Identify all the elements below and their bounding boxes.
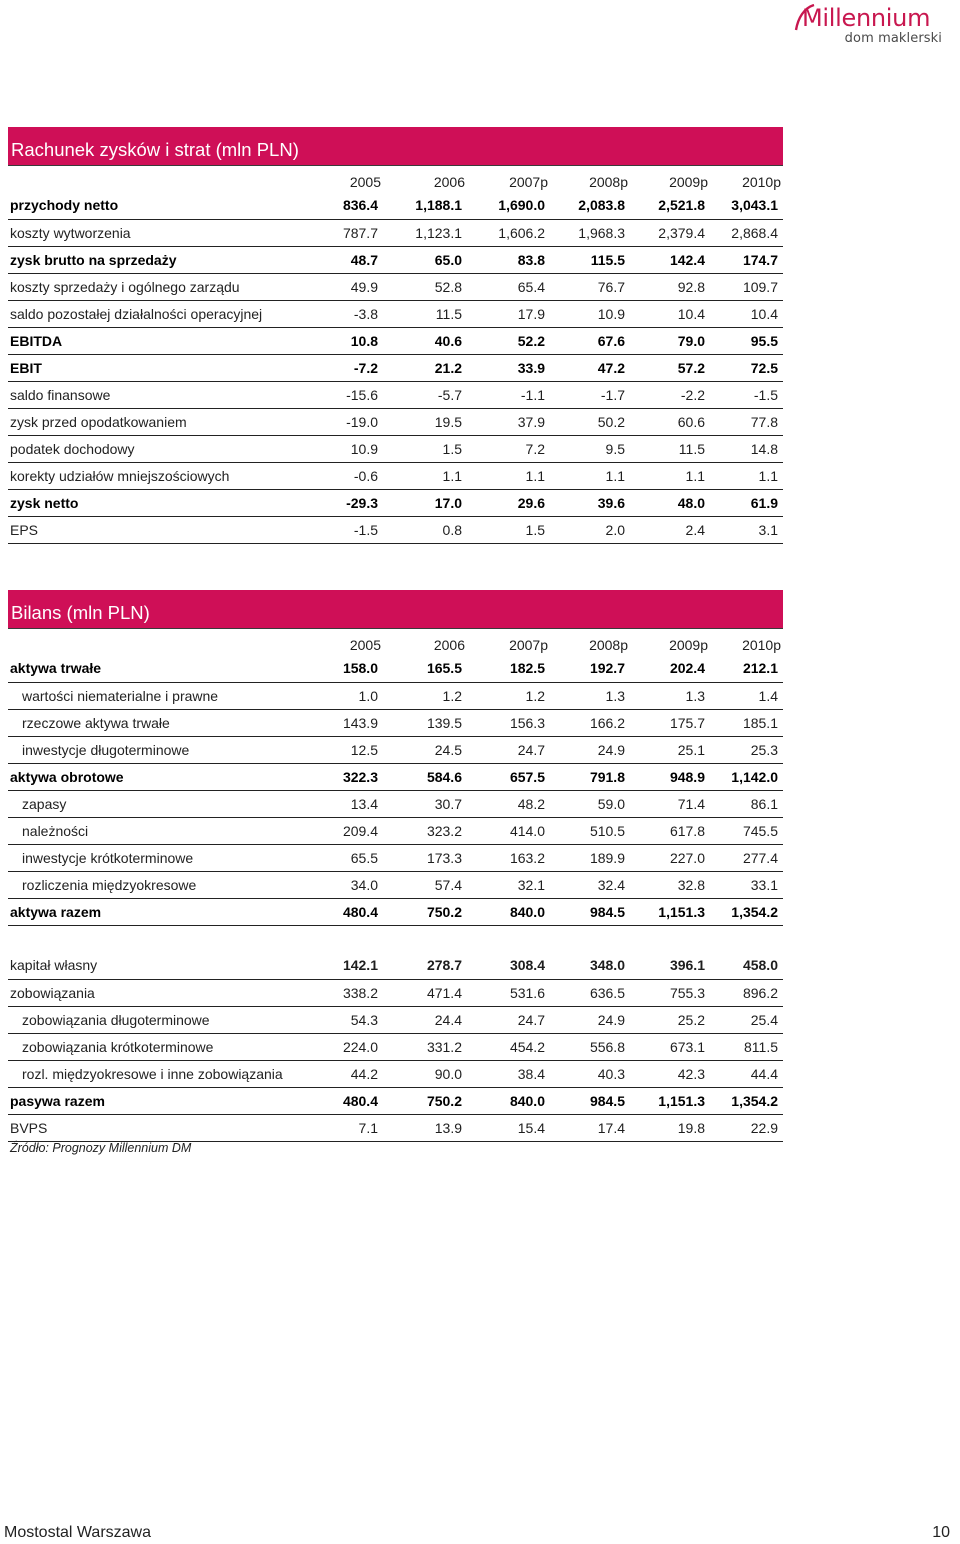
footer-page-number: 10 bbox=[932, 1524, 950, 1541]
row-value: 25.2 bbox=[630, 1006, 710, 1033]
table-row bbox=[8, 408, 783, 435]
row-label: saldo finansowe bbox=[8, 381, 304, 408]
row-value: -5.7 bbox=[383, 381, 467, 408]
row-value: 24.9 bbox=[550, 736, 630, 763]
row-value: 1.3 bbox=[550, 682, 630, 709]
row-value: 13.9 bbox=[383, 1114, 467, 1141]
row-value: 95.5 bbox=[710, 327, 783, 354]
row-value: 49.9 bbox=[304, 273, 383, 300]
row-value: 32.4 bbox=[550, 871, 630, 898]
row-value: 24.7 bbox=[467, 1006, 550, 1033]
row-value: 48.7 bbox=[304, 246, 383, 273]
row-value: 48.2 bbox=[467, 790, 550, 817]
year-header: 2010p bbox=[742, 637, 781, 653]
row-value: 3,043.1 bbox=[710, 192, 783, 219]
row-value: 480.4 bbox=[304, 1087, 383, 1114]
row-value: 67.6 bbox=[550, 327, 630, 354]
row-value: 174.7 bbox=[710, 246, 783, 273]
row-label: zysk przed opodatkowaniem bbox=[8, 408, 304, 435]
table-row bbox=[8, 817, 783, 844]
table-row bbox=[8, 219, 783, 246]
row-value: 40.6 bbox=[383, 327, 467, 354]
row-label: zysk brutto na sprzedaży bbox=[8, 246, 304, 273]
balance-sheet-section bbox=[8, 590, 783, 1142]
row-value: 745.5 bbox=[710, 817, 783, 844]
row-value: 308.4 bbox=[467, 952, 550, 979]
row-value: 165.5 bbox=[383, 655, 467, 682]
row-value: 1.2 bbox=[467, 682, 550, 709]
table-row bbox=[8, 489, 783, 516]
row-label: rozliczenia międzyokresowe bbox=[8, 871, 304, 898]
row-value: 278.7 bbox=[383, 952, 467, 979]
row-value: 34.0 bbox=[304, 871, 383, 898]
source-note: Źródło: Prognozy Millennium DM bbox=[10, 1141, 192, 1155]
row-value: 109.7 bbox=[710, 273, 783, 300]
table-row bbox=[8, 709, 783, 736]
table-row bbox=[8, 736, 783, 763]
row-label: kapitał własny bbox=[8, 952, 304, 979]
row-label: aktywa trwałe bbox=[8, 655, 304, 682]
row-value: 175.7 bbox=[630, 709, 710, 736]
row-value: 0.8 bbox=[383, 516, 467, 543]
income-statement-title: Rachunek zysków i strat (mln PLN) bbox=[8, 127, 783, 166]
label-header bbox=[8, 629, 304, 655]
row-value: 163.2 bbox=[467, 844, 550, 871]
row-value: 984.5 bbox=[550, 1087, 630, 1114]
row-value: 657.5 bbox=[467, 763, 550, 790]
row-value: -1.5 bbox=[304, 516, 383, 543]
row-value: 12.5 bbox=[304, 736, 383, 763]
table-row bbox=[8, 763, 783, 790]
row-value: 414.0 bbox=[467, 817, 550, 844]
row-value: 1,188.1 bbox=[383, 192, 467, 219]
year-header: 2010p bbox=[742, 174, 781, 190]
row-value: 54.3 bbox=[304, 1006, 383, 1033]
row-value: 2,379.4 bbox=[630, 219, 710, 246]
row-label: pasywa razem bbox=[8, 1087, 304, 1114]
spacer-row bbox=[8, 925, 783, 952]
row-value: 1.3 bbox=[630, 682, 710, 709]
row-value: 13.4 bbox=[304, 790, 383, 817]
row-value: 83.8 bbox=[467, 246, 550, 273]
row-value: 47.2 bbox=[550, 354, 630, 381]
row-label: aktywa obrotowe bbox=[8, 763, 304, 790]
row-value: 90.0 bbox=[383, 1060, 467, 1087]
row-label: EBITDA bbox=[8, 327, 304, 354]
year-header: 2007p bbox=[509, 174, 548, 190]
row-value: 811.5 bbox=[710, 1033, 783, 1060]
footer-company: Mostostal Warszawa bbox=[4, 1524, 151, 1541]
row-value: 1.0 bbox=[304, 682, 383, 709]
table-row bbox=[8, 192, 783, 219]
row-value: 19.8 bbox=[630, 1114, 710, 1141]
label-header bbox=[8, 166, 304, 192]
year-header: 2009p bbox=[669, 637, 708, 653]
table-row bbox=[8, 381, 783, 408]
row-value: 984.5 bbox=[550, 898, 630, 925]
row-value: 52.2 bbox=[467, 327, 550, 354]
row-value: 30.7 bbox=[383, 790, 467, 817]
row-value: 9.5 bbox=[550, 435, 630, 462]
table-row bbox=[8, 1087, 783, 1114]
row-label: koszty wytworzenia bbox=[8, 219, 304, 246]
row-value: 15.4 bbox=[467, 1114, 550, 1141]
row-value: 331.2 bbox=[383, 1033, 467, 1060]
row-value: 787.7 bbox=[304, 219, 383, 246]
row-value: 39.6 bbox=[550, 489, 630, 516]
row-label: inwestycje długoterminowe bbox=[8, 736, 304, 763]
year-header: 2006 bbox=[433, 174, 465, 190]
row-label: korekty udziałów mniejszościowych bbox=[8, 462, 304, 489]
row-value: -1.1 bbox=[467, 381, 550, 408]
table-row bbox=[8, 790, 783, 817]
row-label: wartości niematerialne i prawne bbox=[8, 682, 304, 709]
row-value: 227.0 bbox=[630, 844, 710, 871]
table-row bbox=[8, 1060, 783, 1087]
row-value: 57.4 bbox=[383, 871, 467, 898]
row-value: 458.0 bbox=[710, 952, 783, 979]
row-value: 32.8 bbox=[630, 871, 710, 898]
row-value: 11.5 bbox=[630, 435, 710, 462]
row-value: 50.2 bbox=[550, 408, 630, 435]
row-value: 1.1 bbox=[467, 462, 550, 489]
row-label: zobowiązania bbox=[8, 979, 304, 1006]
row-value: 142.4 bbox=[630, 246, 710, 273]
row-label: aktywa razem bbox=[8, 898, 304, 925]
row-value: 1.5 bbox=[467, 516, 550, 543]
row-value: 185.1 bbox=[710, 709, 783, 736]
row-value: 10.8 bbox=[304, 327, 383, 354]
row-value: -7.2 bbox=[304, 354, 383, 381]
row-value: 17.0 bbox=[383, 489, 467, 516]
income-statement-table bbox=[8, 166, 783, 544]
table-row bbox=[8, 898, 783, 925]
row-value: 1,142.0 bbox=[710, 763, 783, 790]
row-value: 17.9 bbox=[467, 300, 550, 327]
row-value: 10.4 bbox=[630, 300, 710, 327]
row-value: 2,521.8 bbox=[630, 192, 710, 219]
row-value: -15.6 bbox=[304, 381, 383, 408]
row-value: 322.3 bbox=[304, 763, 383, 790]
row-value: 2,868.4 bbox=[710, 219, 783, 246]
row-value: 22.9 bbox=[710, 1114, 783, 1141]
row-value: 1,123.1 bbox=[383, 219, 467, 246]
row-label: EPS bbox=[8, 516, 304, 543]
row-value: 44.4 bbox=[710, 1060, 783, 1087]
row-label: zobowiązania długoterminowe bbox=[8, 1006, 304, 1033]
row-value: 59.0 bbox=[550, 790, 630, 817]
row-value: 1.4 bbox=[710, 682, 783, 709]
table-row bbox=[8, 682, 783, 709]
row-value: 86.1 bbox=[710, 790, 783, 817]
logo-name: Millennium bbox=[802, 4, 931, 32]
row-value: 21.2 bbox=[383, 354, 467, 381]
row-value: 19.5 bbox=[383, 408, 467, 435]
row-label: koszty sprzedaży i ogólnego zarządu bbox=[8, 273, 304, 300]
year-header: 2009p bbox=[669, 174, 708, 190]
row-value: 76.7 bbox=[550, 273, 630, 300]
row-value: 1,151.3 bbox=[630, 1087, 710, 1114]
table-row bbox=[8, 246, 783, 273]
row-value: 791.8 bbox=[550, 763, 630, 790]
row-label: zapasy bbox=[8, 790, 304, 817]
table-row bbox=[8, 1006, 783, 1033]
row-value: -3.8 bbox=[304, 300, 383, 327]
row-label: inwestycje krótkoterminowe bbox=[8, 844, 304, 871]
row-value: 1.1 bbox=[383, 462, 467, 489]
row-value: 57.2 bbox=[630, 354, 710, 381]
row-value: 24.7 bbox=[467, 736, 550, 763]
row-value: 192.7 bbox=[550, 655, 630, 682]
row-value: 277.4 bbox=[710, 844, 783, 871]
year-header: 2008p bbox=[589, 174, 628, 190]
row-value: 92.8 bbox=[630, 273, 710, 300]
row-label: rzeczowe aktywa trwałe bbox=[8, 709, 304, 736]
table-row bbox=[8, 979, 783, 1006]
row-value: 2.4 bbox=[630, 516, 710, 543]
row-value: -29.3 bbox=[304, 489, 383, 516]
table-row bbox=[8, 327, 783, 354]
row-value: 836.4 bbox=[304, 192, 383, 219]
row-value: 25.4 bbox=[710, 1006, 783, 1033]
row-value: -1.7 bbox=[550, 381, 630, 408]
table-row bbox=[8, 516, 783, 543]
row-value: 60.6 bbox=[630, 408, 710, 435]
row-value: 471.4 bbox=[383, 979, 467, 1006]
row-value: 750.2 bbox=[383, 898, 467, 925]
row-value: 10.9 bbox=[304, 435, 383, 462]
row-value: 1,354.2 bbox=[710, 898, 783, 925]
row-value: 840.0 bbox=[467, 1087, 550, 1114]
year-header: 2006 bbox=[433, 637, 465, 653]
row-value: 38.4 bbox=[467, 1060, 550, 1087]
row-value: -19.0 bbox=[304, 408, 383, 435]
row-value: 348.0 bbox=[550, 952, 630, 979]
row-value: 142.1 bbox=[304, 952, 383, 979]
year-header: 2005 bbox=[349, 637, 381, 653]
row-value: 212.1 bbox=[710, 655, 783, 682]
table-row bbox=[8, 435, 783, 462]
row-value: 454.2 bbox=[467, 1033, 550, 1060]
row-label: należności bbox=[8, 817, 304, 844]
row-value: 115.5 bbox=[550, 246, 630, 273]
row-value: 7.2 bbox=[467, 435, 550, 462]
table-row bbox=[8, 952, 783, 979]
row-label: podatek dochodowy bbox=[8, 435, 304, 462]
row-value: 71.4 bbox=[630, 790, 710, 817]
row-value: 33.1 bbox=[710, 871, 783, 898]
balance-sheet-title: Bilans (mln PLN) bbox=[8, 590, 783, 629]
row-value: 202.4 bbox=[630, 655, 710, 682]
row-value: 617.8 bbox=[630, 817, 710, 844]
row-value: 72.5 bbox=[710, 354, 783, 381]
row-value: 32.1 bbox=[467, 871, 550, 898]
logo-subtitle: dom maklerski bbox=[844, 31, 942, 46]
row-value: 224.0 bbox=[304, 1033, 383, 1060]
row-value: 3.1 bbox=[710, 516, 783, 543]
row-value: 173.3 bbox=[383, 844, 467, 871]
row-value: 143.9 bbox=[304, 709, 383, 736]
row-value: 1,354.2 bbox=[710, 1087, 783, 1114]
row-value: 24.5 bbox=[383, 736, 467, 763]
row-label: EBIT bbox=[8, 354, 304, 381]
table-row bbox=[8, 655, 783, 682]
row-label: przychody netto bbox=[8, 192, 304, 219]
row-value: 65.4 bbox=[467, 273, 550, 300]
row-value: 14.8 bbox=[710, 435, 783, 462]
row-value: 25.3 bbox=[710, 736, 783, 763]
row-value: 77.8 bbox=[710, 408, 783, 435]
row-value: 10.4 bbox=[710, 300, 783, 327]
table-row bbox=[8, 300, 783, 327]
row-label: BVPS bbox=[8, 1114, 304, 1141]
row-value: 510.5 bbox=[550, 817, 630, 844]
row-value: 24.4 bbox=[383, 1006, 467, 1033]
row-value: 1,151.3 bbox=[630, 898, 710, 925]
table-row bbox=[8, 871, 783, 898]
year-header-row bbox=[8, 629, 783, 655]
row-value: 2,083.8 bbox=[550, 192, 630, 219]
row-value: 33.9 bbox=[467, 354, 550, 381]
row-value: 166.2 bbox=[550, 709, 630, 736]
row-label: zobowiązania krótkoterminowe bbox=[8, 1033, 304, 1060]
table-row bbox=[8, 462, 783, 489]
row-value: 139.5 bbox=[383, 709, 467, 736]
row-value: 52.8 bbox=[383, 273, 467, 300]
spacer-cell bbox=[8, 925, 783, 952]
row-value: 209.4 bbox=[304, 817, 383, 844]
row-value: 65.5 bbox=[304, 844, 383, 871]
row-value: 156.3 bbox=[467, 709, 550, 736]
row-value: 7.1 bbox=[304, 1114, 383, 1141]
row-value: 480.4 bbox=[304, 898, 383, 925]
row-value: 65.0 bbox=[383, 246, 467, 273]
balance-sheet-table bbox=[8, 629, 783, 1142]
row-value: 79.0 bbox=[630, 327, 710, 354]
row-value: 1,968.3 bbox=[550, 219, 630, 246]
row-value: 896.2 bbox=[710, 979, 783, 1006]
row-value: 37.9 bbox=[467, 408, 550, 435]
year-header: 2005 bbox=[349, 174, 381, 190]
table-row bbox=[8, 273, 783, 300]
row-value: 17.4 bbox=[550, 1114, 630, 1141]
row-value: 189.9 bbox=[550, 844, 630, 871]
row-value: 323.2 bbox=[383, 817, 467, 844]
table-row bbox=[8, 1114, 783, 1141]
year-header-row bbox=[8, 166, 783, 192]
table-row bbox=[8, 844, 783, 871]
table-row bbox=[8, 1033, 783, 1060]
row-value: 338.2 bbox=[304, 979, 383, 1006]
row-value: 673.1 bbox=[630, 1033, 710, 1060]
row-value: 42.3 bbox=[630, 1060, 710, 1087]
row-value: 10.9 bbox=[550, 300, 630, 327]
row-value: 584.6 bbox=[383, 763, 467, 790]
row-value: -2.2 bbox=[630, 381, 710, 408]
income-statement-section bbox=[8, 127, 783, 544]
row-value: 636.5 bbox=[550, 979, 630, 1006]
row-value: -1.5 bbox=[710, 381, 783, 408]
row-value: 158.0 bbox=[304, 655, 383, 682]
row-value: 182.5 bbox=[467, 655, 550, 682]
row-value: 61.9 bbox=[710, 489, 783, 516]
millennium-logo bbox=[792, 4, 944, 48]
row-value: 840.0 bbox=[467, 898, 550, 925]
row-value: 44.2 bbox=[304, 1060, 383, 1087]
row-value: 531.6 bbox=[467, 979, 550, 1006]
table-row bbox=[8, 354, 783, 381]
row-value: 556.8 bbox=[550, 1033, 630, 1060]
row-value: 11.5 bbox=[383, 300, 467, 327]
row-value: 1.5 bbox=[383, 435, 467, 462]
row-value: 2.0 bbox=[550, 516, 630, 543]
row-value: 48.0 bbox=[630, 489, 710, 516]
year-header: 2007p bbox=[509, 637, 548, 653]
row-value: 1.1 bbox=[710, 462, 783, 489]
row-value: 24.9 bbox=[550, 1006, 630, 1033]
year-header: 2008p bbox=[589, 637, 628, 653]
row-label: zysk netto bbox=[8, 489, 304, 516]
row-value: 750.2 bbox=[383, 1087, 467, 1114]
row-value: 755.3 bbox=[630, 979, 710, 1006]
row-value: 948.9 bbox=[630, 763, 710, 790]
row-value: 396.1 bbox=[630, 952, 710, 979]
row-value: 1.1 bbox=[550, 462, 630, 489]
row-value: 40.3 bbox=[550, 1060, 630, 1087]
row-value: -0.6 bbox=[304, 462, 383, 489]
row-label: saldo pozostałej działalności operacyjnej bbox=[8, 300, 304, 327]
row-value: 1,690.0 bbox=[467, 192, 550, 219]
row-value: 29.6 bbox=[467, 489, 550, 516]
row-value: 1,606.2 bbox=[467, 219, 550, 246]
row-value: 1.1 bbox=[630, 462, 710, 489]
row-value: 25.1 bbox=[630, 736, 710, 763]
row-value: 1.2 bbox=[383, 682, 467, 709]
row-label: rozl. międzyokresowe i inne zobowiązania bbox=[8, 1060, 304, 1087]
